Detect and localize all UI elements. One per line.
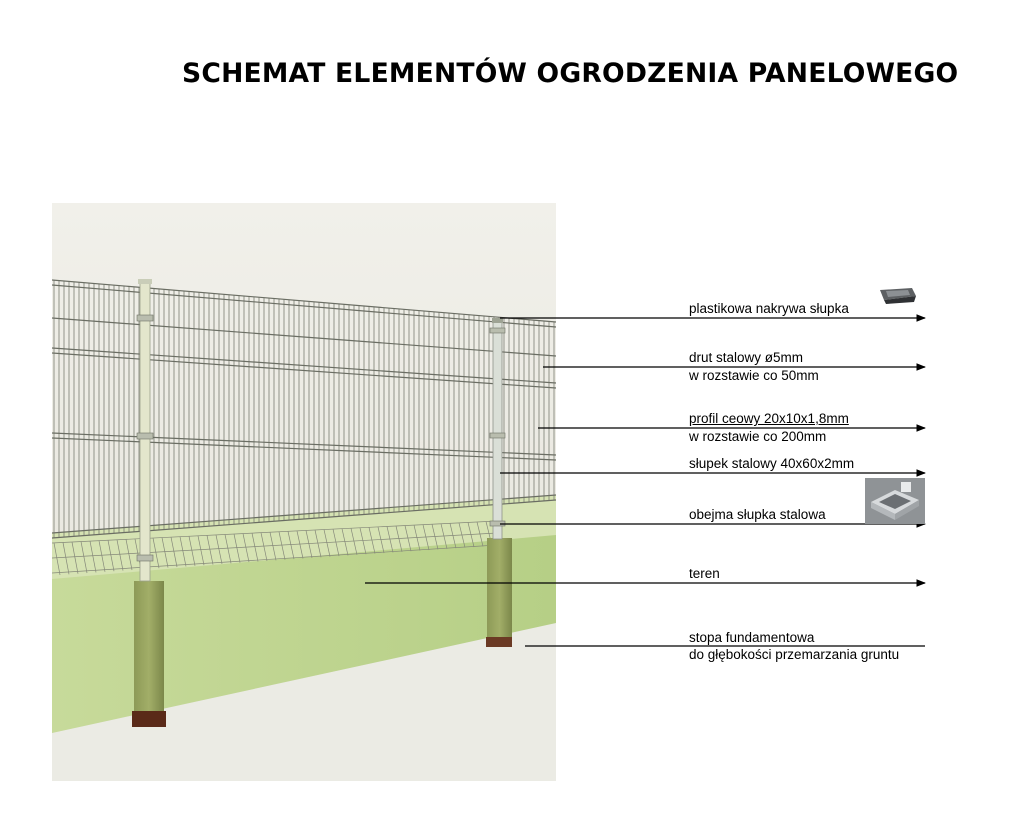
label-footing-line2: do głębokości przemarzania gruntu [689, 647, 900, 662]
label-clamp: obejma słupka stalowa [689, 507, 826, 522]
fence-illustration [52, 203, 556, 781]
clamp-thumbnail-icon [865, 478, 925, 524]
footing-right [486, 637, 512, 647]
label-wire-line2: w rozstawie co 50mm [689, 368, 819, 383]
post-right [493, 321, 502, 539]
label-cap: plastikowa nakrywa słupka [689, 301, 849, 316]
label-footing-line1: stopa fundamentowa [689, 630, 815, 645]
page-title: SCHEMAT ELEMENTÓW OGRODZENIA PANELOWEGO [182, 58, 959, 89]
footing-left [132, 711, 166, 727]
foundation-left [134, 581, 164, 723]
label-terrain: teren [689, 566, 720, 581]
post-cap-right [492, 318, 503, 323]
post-cap-left [138, 279, 152, 284]
fence-wires [54, 280, 554, 538]
label-profile-line2: w rozstawie co 200mm [689, 429, 827, 444]
label-wire-line1: drut stalowy ø5mm [689, 350, 804, 365]
foundation-right [487, 538, 512, 646]
post-left [140, 281, 150, 581]
label-profile-line1: profil ceowy 20x10x1,8mm [689, 411, 849, 426]
cap-thumbnail-icon [876, 284, 918, 306]
label-post: słupek stalowy 40x60x2mm [689, 456, 855, 471]
